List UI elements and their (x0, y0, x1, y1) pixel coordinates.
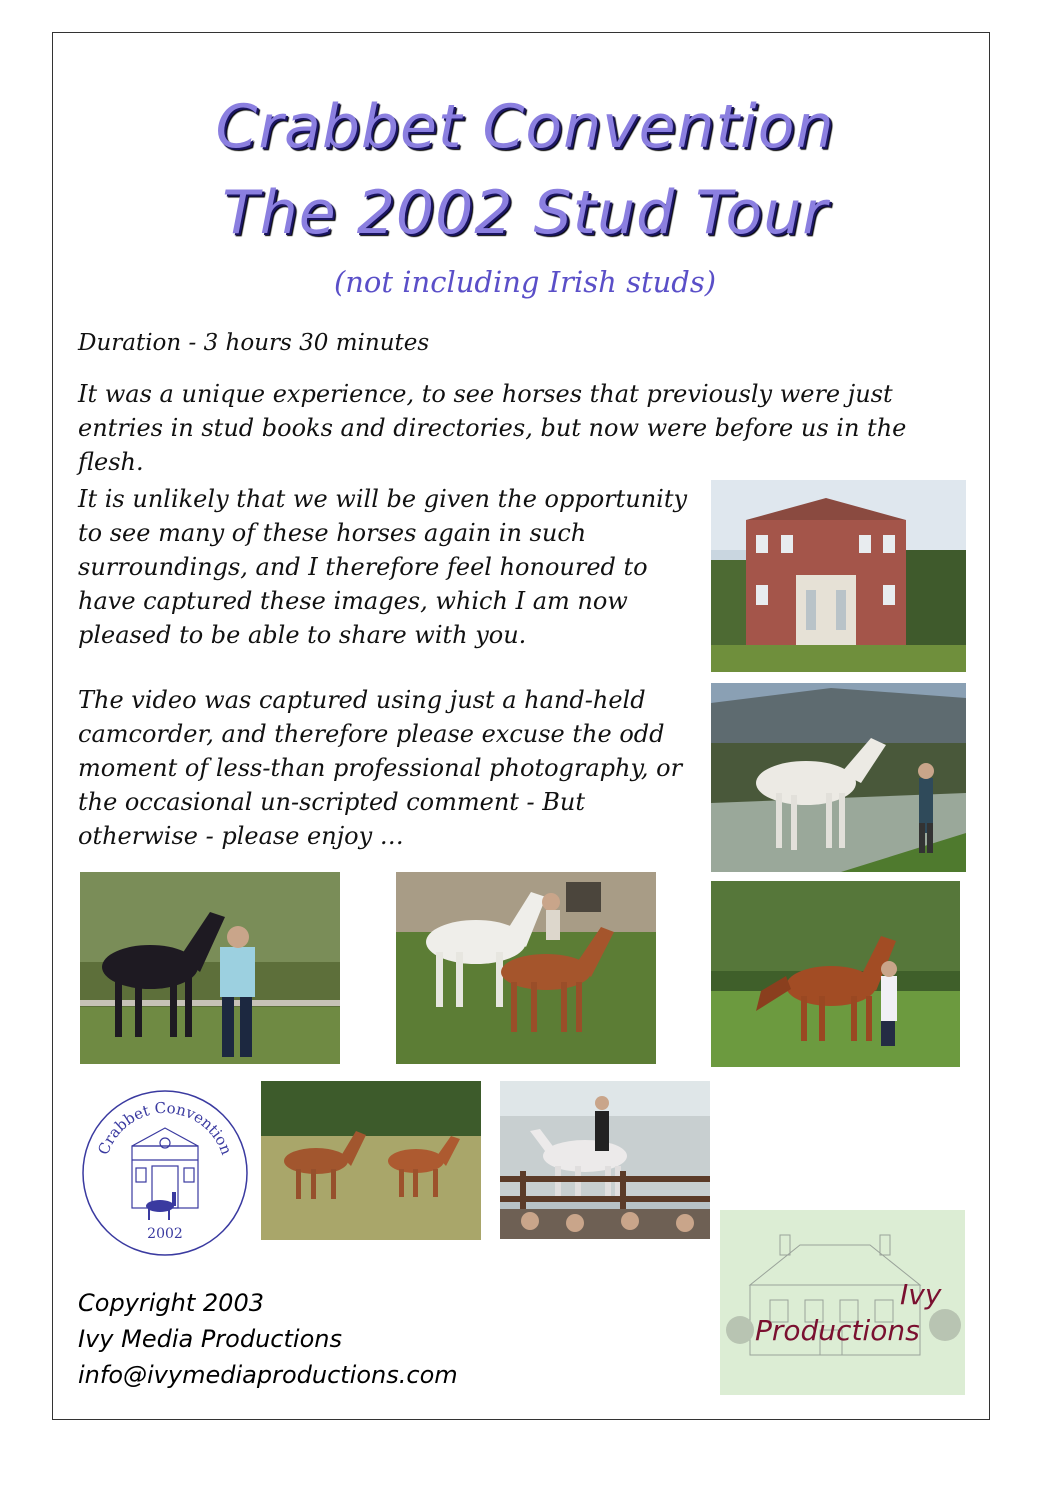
title-line-2: The 2002 Stud Tour (222, 178, 828, 248)
intro-paragraph: It was a unique experience, to see horses that previously were just entries in stud books and directories, but now were before us in the flesh. (78, 380, 907, 476)
copyright-text: Copyright 2003 (78, 1289, 264, 1317)
crabbet-convention-seal (80, 1088, 250, 1258)
footer (78, 1285, 458, 1393)
title-line-1: Crabbet Convention (215, 92, 835, 162)
subtitle: (not including Irish studs) (333, 265, 717, 299)
house-photo (711, 480, 966, 672)
ivy-productions-logo (720, 1210, 965, 1395)
seal-year: 2002 (147, 1226, 183, 1242)
two-chestnuts-photo (261, 1081, 481, 1240)
video-note-paragraph: The video was captured using just a hand-held camcorder, and therefore please excuse the odd moment of less-than professional photography, or the occasional un-scripted comment - But otherwise - please enjoy … (78, 686, 683, 850)
ridden-horse-photo (500, 1081, 710, 1239)
honoured-paragraph: It is unlikely that we will be given the opportunity to see many of these horses again in such surroundings, and I therefore feel honoured to have captured these images, which I am now pleased to be able to share with you. (78, 485, 688, 649)
grey-horse-photo (711, 683, 966, 872)
chestnut-running-photo (711, 881, 960, 1067)
duration-text: Duration - 3 hours 30 minutes (78, 330, 430, 356)
company-name: Ivy Media Productions (78, 1325, 342, 1353)
logo-ivy-text: Ivy (900, 1278, 942, 1311)
email-link[interactable]: info@ivymediaproductions.com (78, 1361, 458, 1389)
logo-productions-text: Productions (755, 1314, 920, 1347)
mare-and-foal-photo (396, 872, 656, 1064)
seal-top-text: Crabbet Convention (94, 1098, 236, 1158)
dark-horse-photo (80, 872, 340, 1064)
